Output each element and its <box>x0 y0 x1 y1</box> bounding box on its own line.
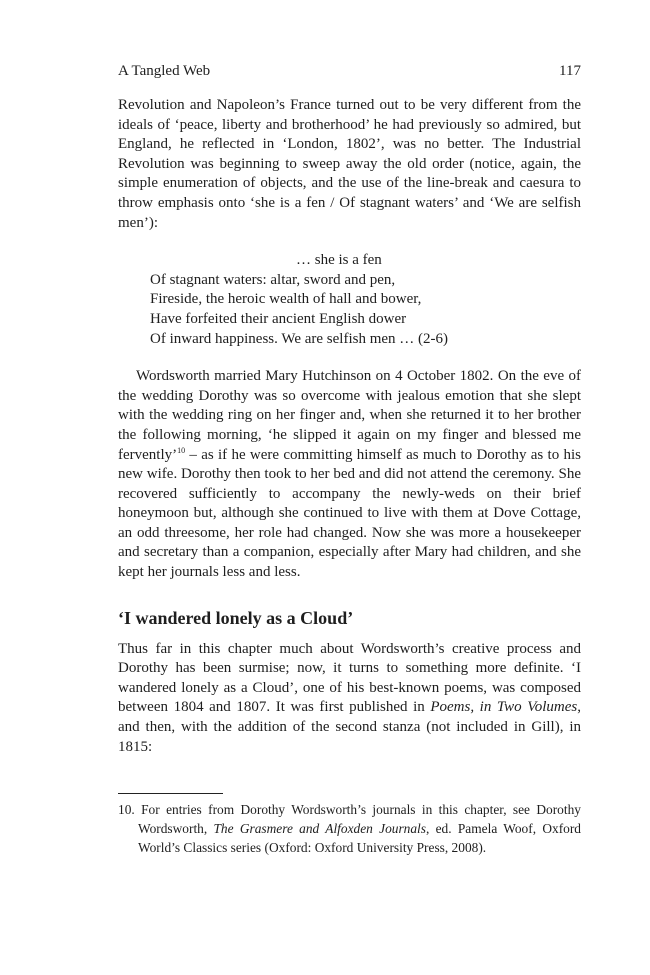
paragraph-text: , and then, with the addition of the second stanza (not included in Gill), in 1815: <box>118 699 581 755</box>
footnote-number: 10. <box>118 802 135 818</box>
book-page <box>118 62 581 871</box>
footnote-book-title: The Grasmere and Alfoxden Journals <box>213 821 426 837</box>
book-title: Poems, in Two Volumes <box>430 699 578 716</box>
running-header <box>118 62 581 86</box>
footnote <box>118 800 581 857</box>
paragraph-marriage <box>118 367 581 583</box>
page-number: 117 <box>559 63 581 79</box>
verse-line: Fireside, the heroic wealth of hall and bower, <box>150 291 422 308</box>
footnote-reference: 10 <box>177 445 186 455</box>
paragraph-cloud-poem <box>118 640 581 758</box>
footnote-text: For entries from Dorothy Wordsworth’s journals in this chapter, see Dorothy Wordsworth, <box>138 802 581 837</box>
verse-line: Have forfeited their ancient English dower <box>150 310 407 327</box>
footnote-text: , ed. Pamela Woof, Oxford World’s Classics series (Oxford: Oxford University Press, 2008). <box>138 821 582 856</box>
paragraph-text: – as if he were committing himself as much to Dorothy as to his new wife. Dorothy then took to her bed and did not attend the ceremony. She recovered sufficiently to accompany the newly-weds on their brief honeymoon but, although she continued to live with them at Dove Cottage, an odd threesome, her role had changed. Now she was more a housekeeper and secretary than a companion, especially after Mary had children, and she kept her journals less and less. <box>118 446 581 581</box>
paragraph-london-1802: Revolution and Napoleon’s France turned out to be very different from the ideals of ‘peace, liberty and brotherhood’ he had previously so admired, but England, he reflected in ‘London, 1802’, was no better. The Industrial Revolution was beginning to sweep away the old order (notice, again, the simple enumeration of objects, and the use of the line-break and caesura to throw emphasis onto ‘she is a fen / Of stagnant waters’ and ‘We are selfish men’): <box>118 97 581 231</box>
footnote-divider <box>118 793 223 794</box>
verse-line: … she is a fen <box>296 252 382 269</box>
verse-quotation <box>150 251 581 349</box>
paragraph-text: Thus far in this chapter much about Wordsworth’s creative process and Dorothy has been surmise; now, it turns to something more definite. ‘I wandered lonely as a Cloud’, one of his best-known poems, was composed between 1804 and 1807. It was first published in <box>118 640 581 716</box>
verse-line: Of stagnant waters: altar, sword and pen, <box>150 271 396 288</box>
verse-line: Of inward happiness. We are selfish men … (2-6) <box>150 330 449 347</box>
section-heading: ‘I wandered lonely as a Cloud’ <box>118 607 354 628</box>
paragraph-text: Wordsworth married Mary Hutchinson on 4 October 1802. On the eve of the wedding Dorothy was so overcome with jealous emotion that she slept with the wedding ring on her finger and, when she returned it to her brother the following morning, ‘he slipped it again on my finger and blessed me fervently’ <box>118 368 581 463</box>
running-title: A Tangled Web <box>118 63 211 79</box>
